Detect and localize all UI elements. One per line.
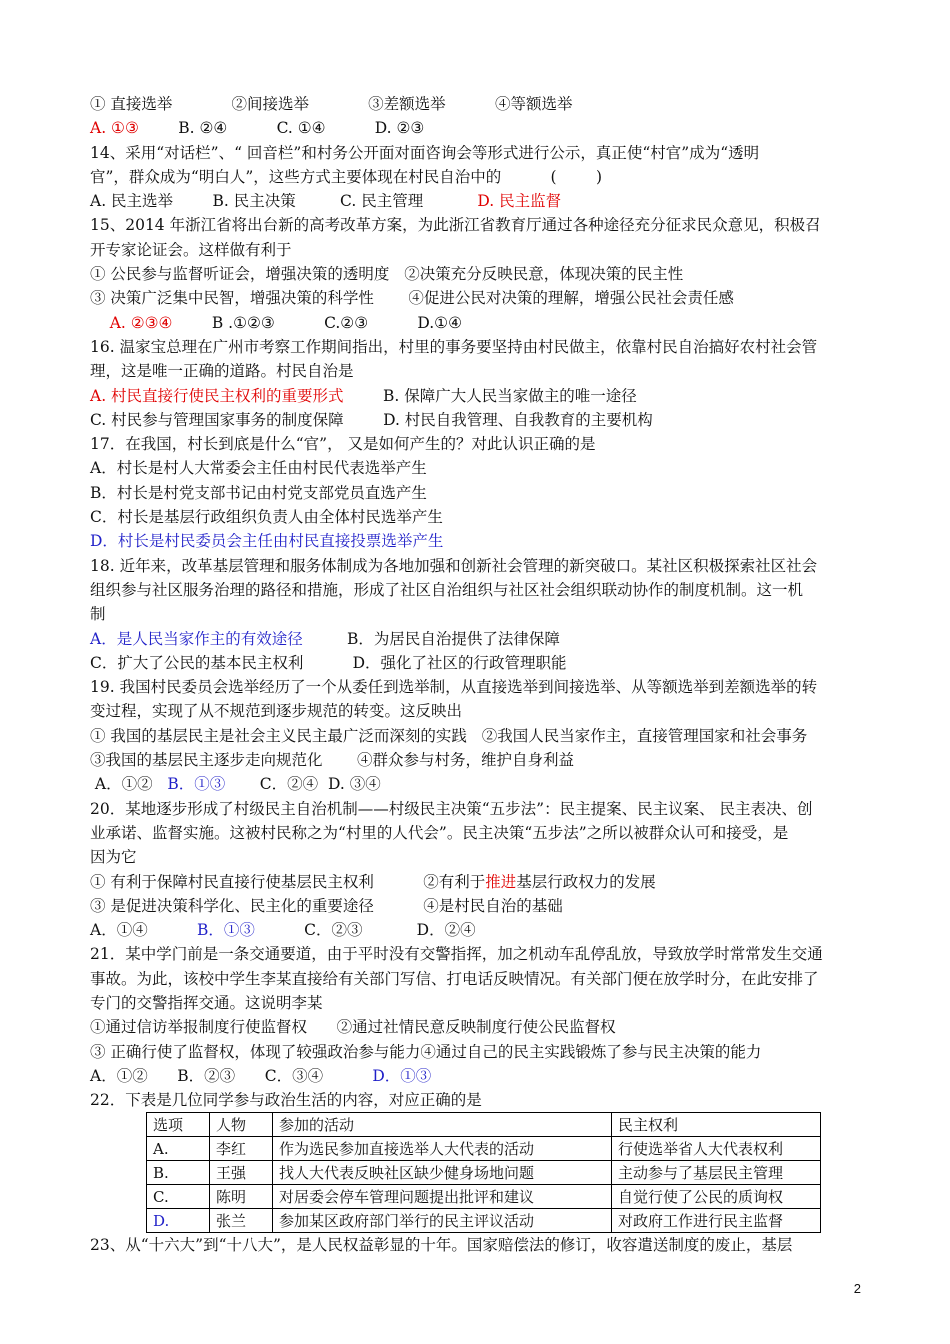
q21-options: A．①② B．②③ C．③④ D．①③ — [90, 1066, 432, 1085]
table-cell: 对居委会停车管理问题提出批评和建议 — [273, 1185, 612, 1209]
q16-options-cd: C. 村民参与管理国家事务的制度保障 D. 村民自我管理、自我教育的主要机构 — [90, 410, 653, 429]
q18-options-cd: C．扩大了公民的基本民主权利 D．强化了社区的行政管理职能 — [90, 653, 567, 672]
q22-table — [146, 1112, 821, 1233]
q19-stem-cont: 变过程，实现了从不规范到逐步规范的转变。这反映出 — [90, 702, 463, 721]
q17-option-d: D．村长是村民委员会主任由村民直接投票选举产生 — [90, 532, 444, 551]
table-cell: 对政府工作进行民主监督 — [612, 1209, 821, 1233]
q19-stem: 19. 我国村民委员会选举经历了一个从委任到选举制，从直接选举到间接选举、从等额选举到差额选举的转 — [90, 678, 818, 697]
table-row — [147, 1209, 821, 1233]
answer-highlight: B．①③ — [167, 775, 226, 794]
q19-item-1-2: ① 我国的基层民主是社会主义民主最广泛而深刻的实践 ②我国人民当家作主，直接管理国家和社会事务 — [90, 726, 808, 745]
q15-item-3-4: ③ 决策广泛集中民智，增强决策的科学性 ④促进公民对决策的理解，增强公民社会责任感 — [90, 289, 734, 308]
table-cell: 王强 — [210, 1161, 273, 1185]
q15-stem: 15、2014 年浙江省将出台新的高考改革方案，为此浙江省教育厅通过各种途径充分征求民众意见，积极召 — [90, 216, 821, 235]
q13-options-line: ① 直接选举 ②间接选举 ③差额选举 ④等额选举 — [90, 95, 573, 113]
q15-stem-cont: 开专家论证会。这样做有利于 — [90, 240, 292, 259]
table-cell-answer: D. — [147, 1209, 210, 1233]
table-header-row — [147, 1113, 821, 1137]
answer-highlight: B．①③ — [196, 921, 255, 940]
q14-stem: 14、采用“对话栏”、“ 回音栏”和村务公开面对面咨询会等形式进行公示，真正使“村官”成为“透明 — [90, 143, 760, 162]
table-header-cell: 人物 — [210, 1113, 273, 1137]
table-cell: 行使选举省人大代表权利 — [612, 1137, 821, 1161]
table-cell: B. — [147, 1161, 210, 1185]
answer-highlight: A. 村民直接行使民主权利的重要形式 — [90, 386, 344, 405]
answer-highlight: D. 民主监督 — [477, 192, 562, 211]
table-cell: 李红 — [210, 1137, 273, 1161]
document-page — [90, 92, 870, 1258]
q13-answers-line: A. ①③ B. ②④ C. ①④ D. ②③ — [90, 119, 425, 138]
answer-highlight: A. ②③④ — [109, 313, 173, 332]
table-cell: 参加某区政府部门举行的民主评议活动 — [273, 1209, 612, 1233]
q15-item-1-2: ① 公民参与监督听证会，增强决策的透明度 ②决策充分反映民意，体现决策的民主性 — [90, 265, 684, 284]
q18-stem-end: 制 — [90, 605, 106, 624]
q17-stem: 17．在我国，村长到底是什么“官”， 又是如何产生的？对此认识正确的是 — [90, 435, 596, 454]
table-cell: 张兰 — [210, 1209, 273, 1233]
q20-options: A．①④ B．①③ C．②③ D．②④ — [90, 921, 476, 940]
page-number: 2 — [853, 1281, 861, 1296]
highlighted-word: 推进 — [485, 872, 517, 891]
q17-option-b: B．村长是村党支部书记由村党支部党员直选产生 — [90, 483, 427, 502]
table-header-cell: 选项 — [147, 1113, 210, 1137]
table-header-cell: 参加的活动 — [273, 1113, 612, 1137]
q14-options: A. 民主选举 B. 民主决策 C. 民主管理 D. 民主监督 — [90, 192, 562, 211]
q21-stem-cont: 事故。为此，该校中学生李某直接给有关部门写信、打电话反映情况。有关部门便在放学时分，在此安排了 — [90, 969, 819, 988]
q20-stem-cont: 业承诺、监督实施。这被村民称之为“村里的人代会”。民主决策“五步法”之所以被群众认可和接受，是 — [90, 823, 789, 842]
table-cell: 主动参与了基层民主管理 — [612, 1161, 821, 1185]
q21-stem-end: 专门的交警指挥交通。这说明李某 — [90, 993, 323, 1012]
table-cell: 找人大代表反映社区缺少健身场地问题 — [273, 1161, 612, 1185]
q21-item-1-2: ①通过信访举报制度行使监督权 ②通过社情民意反映制度行使公民监督权 — [90, 1018, 616, 1037]
q17-option-a: A．村长是村人大常委会主任由村民代表选举产生 — [90, 459, 427, 478]
table-row — [147, 1185, 821, 1209]
q16-options-ab: A. 村民直接行使民主权利的重要形式 B. 保障广大人民当家做主的唯一途径 — [90, 386, 637, 405]
q21-stem: 21．某中学门前是一条交通要道，由于平时没有交警指挥，加之机动车乱停乱放，导致放学时常常发生交通 — [90, 945, 823, 964]
q19-item-3-4: ③我国的基层民主逐步走向规范化 ④群众参与村务，维护自身利益 — [90, 751, 574, 770]
answer-highlight: A．是人民当家作主的有效途径 — [90, 629, 303, 648]
table-cell: 自觉行使了公民的质询权 — [612, 1185, 821, 1209]
q21-item-3-4: ③ 正确行使了监督权，体现了较强政治参与能力④通过自己的民主实践锻炼了参与民主决策的能力 — [90, 1042, 762, 1061]
q20-item-1-2: ① 有利于保障村民直接行使基层民主权利 ②有利于推进基层行政权力的发展 — [90, 872, 656, 891]
q18-stem-cont: 组织参与社区服务治理的路径和措施，形成了社区自治组织与社区社会组织联动协作的制度机制。这一机 — [90, 580, 804, 599]
q19-options: A．①② B．①③ C．②④ D. ③④ — [90, 775, 381, 794]
q18-options-ab: A．是人民当家作主的有效途径 B．为居民自治提供了法律保障 — [90, 629, 560, 648]
q22-stem: 22．下表是几位同学参与政治生活的内容，对应正确的是 — [90, 1091, 482, 1110]
answer-highlight: A. ①③ — [90, 119, 139, 138]
table-cell: C. — [147, 1185, 210, 1209]
q20-stem-end: 因为它 — [90, 848, 137, 867]
q14-stem-cont: 官”，群众成为“明白人”，这些方式主要体现在村民自治中的 ( ) — [90, 167, 603, 186]
q18-stem: 18. 近年来，改革基层管理和服务体制成为各地加强和创新社会管理的新突破口。某社区积极探索社区社会 — [90, 556, 818, 575]
table-row — [147, 1161, 821, 1185]
q16-stem-cont: 理，这是唯一正确的道路。村民自治是 — [90, 362, 354, 381]
q15-options: A. ②③④ B .①②③ C.②③ D.①④ — [109, 313, 462, 332]
answer-highlight: D．①③ — [372, 1066, 432, 1085]
table-cell: A. — [147, 1137, 210, 1161]
q20-item-3-4: ③ 是促进决策科学化、民主化的重要途径 ④是村民自治的基础 — [90, 896, 563, 915]
table-cell: 作为选民参加直接选举人大代表的活动 — [273, 1137, 612, 1161]
q20-stem: 20．某地逐步形成了村级民主自治机制——村级民主决策“五步法”：民主提案、民主议案、 民主表决、创 — [90, 799, 813, 818]
q16-stem: 16. 温家宝总理在广州市考察工作期间指出，村里的事务要坚持由村民做主，依靠村民自治搞好农村社会管 — [90, 337, 818, 356]
table-row — [147, 1137, 821, 1161]
q17-option-c: C．村长是基层行政组织负责人由全体村民选举产生 — [90, 508, 443, 527]
table-cell: 陈明 — [210, 1185, 273, 1209]
q23-stem: 23、从“十六大”到“十八大”，是人民权益彰显的十年。国家赔偿法的修订，收容遣送制度的废止，基层 — [90, 1236, 793, 1255]
table-header-cell: 民主权利 — [612, 1113, 821, 1137]
